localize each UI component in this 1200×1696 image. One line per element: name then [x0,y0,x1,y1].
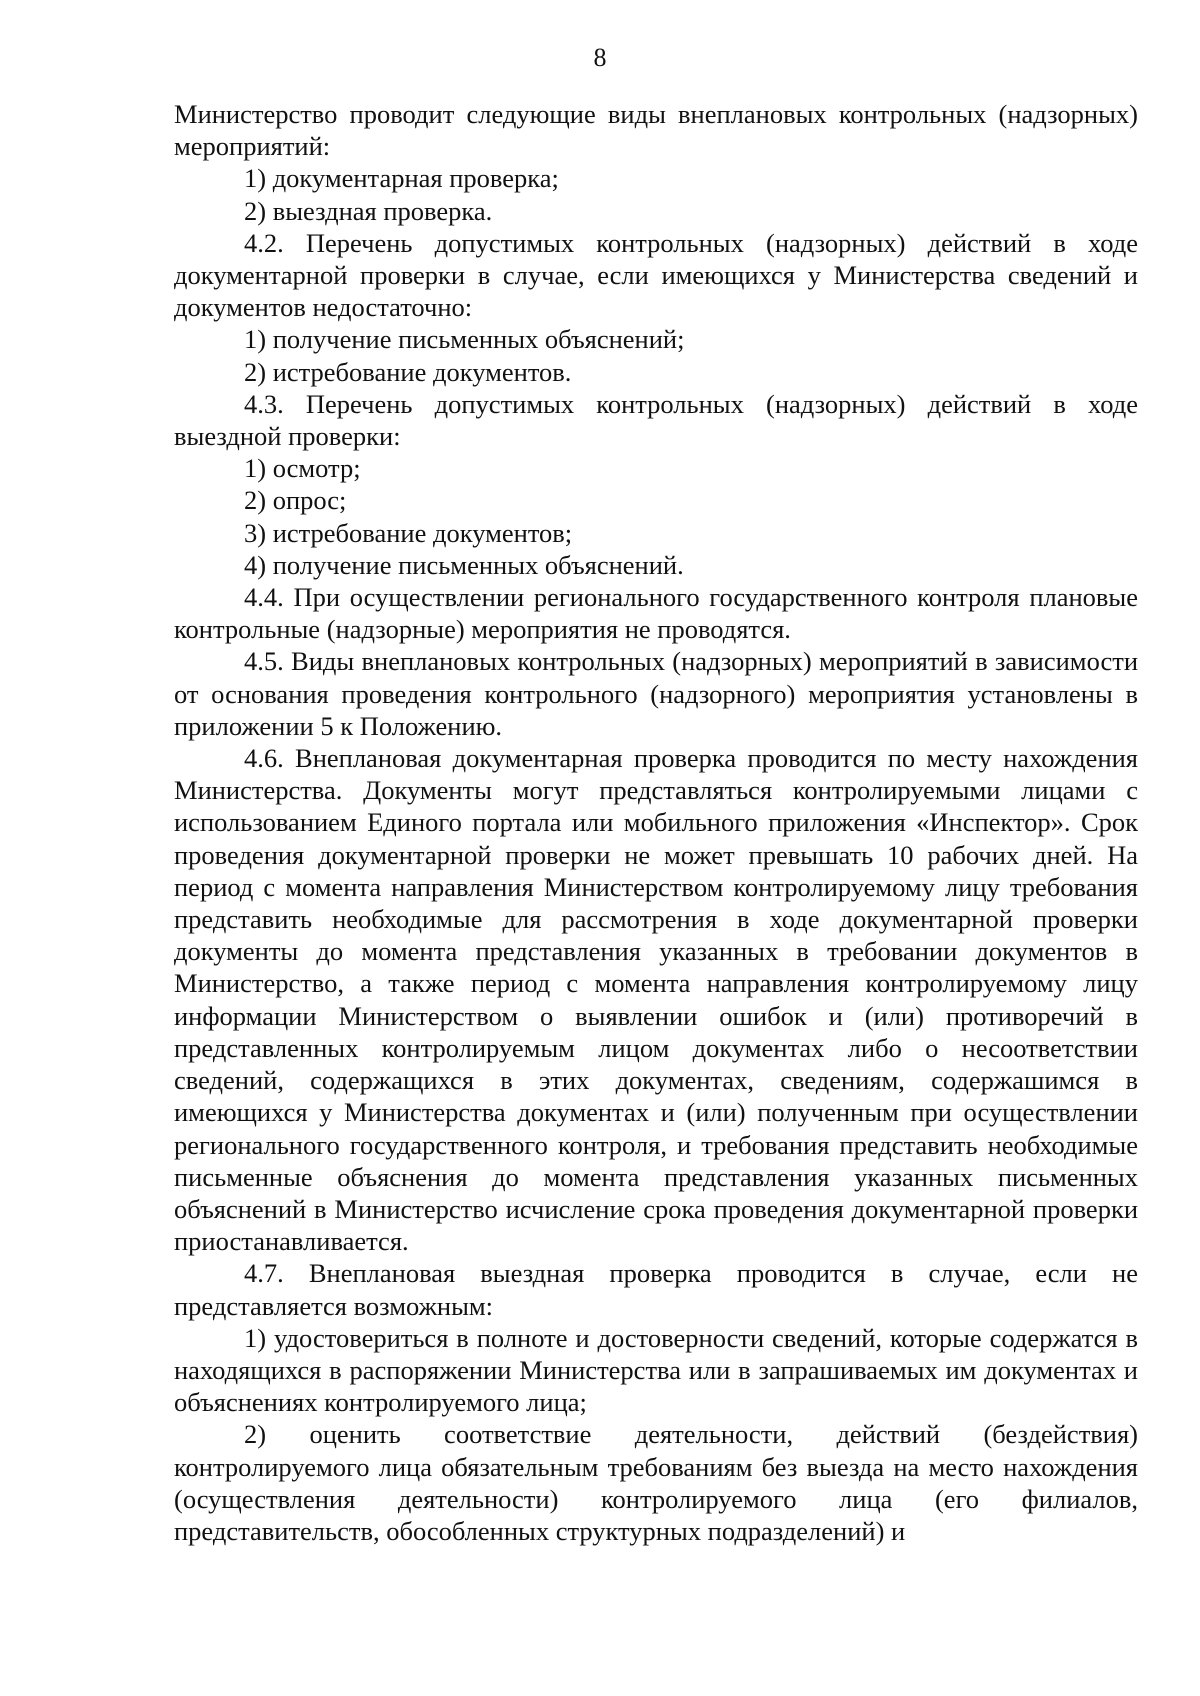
page-number: 8 [593,43,607,72]
paragraph-4-3: 4.3. Перечень допустимых контрольных (надзорных) действий в ходе выездной проверки: [174,388,1138,452]
list-item: 1) осмотр; [244,453,361,484]
list-item: 2) выездная проверка. [244,195,493,226]
paragraph-4-7-item-1: 1) удостовериться в полноте и достоверности сведений, которые содержатся в находящихся в распоряжении Министерства или в запрашиваемых им документах и объяснениях контролируемого лица; [174,1322,1138,1418]
paragraph-4-2: 4.2. Перечень допустимых контрольных (надзорных) действий в ходе документарной проверки в случае, если имеющихся у Министерства сведений и документов недостаточно: [174,227,1138,323]
paragraph-4-7-item-2: 2) оценить соответствие деятельности, действий (бездействия) контролируемого лица обязательным требованиям без выезда на место нахождения (осуществления деятельности) контролируемого лица (его филиалов, представительств, обособленных структурных подразделений) и [174,1419,1138,1546]
list-item: 2) опрос; [244,485,347,516]
list-item: 3) истребование документов; [244,517,573,548]
list-item: 4) получение письменных объяснений. [244,549,684,580]
paragraph-4-6: 4.6. Внеплановая документарная проверка проводится по месту нахождения Министерства. Документы могут представляться контролируемыми лицами с использованием Единого портала или мобильного приложения «Инспектор». Срок проведения документарной проверки не может превышать 10 рабочих дней. На период с момента направления Министерством контролируемому лицу требования представить необходимые для рассмотрения в ходе документарной проверки документы до момента представления указанных в требовании документов в Министерство, а также период с момента направления контролируемому лицу информации Министерством о выявлении ошибок и (или) противоречий в представленных контролируемым лицом документах либо о несоответствии сведений, содержащихся в этих документах, сведениям, содержашимся в имеющихся у Министерства документах и (или) полученным при осуществлении регионального государственного контроля, и требования представить необходимые письменные объяснения до момента представления указанных письменных объяснений в Министерство исчисление срока проведения документарной проверки приостанавливается. [174,743,1138,1257]
list-item: 1) получение письменных объяснений; [244,324,685,355]
document-body [174,98,1138,1547]
list-item: 2) истребование документов. [244,356,572,387]
paragraph-4-5: 4.5. Виды внеплановых контрольных (надзорных) мероприятий в зависимости от основания проведения контрольного (надзорного) мероприятия установлены в приложении 5 к Положению. [174,646,1138,741]
list-item: 1) документарная проверка; [244,163,559,194]
paragraph-4-7: 4.7. Внеплановая выездная проверка проводится в случае, если не представляется возможным: [174,1258,1138,1321]
paragraph-intro: Министерство проводит следующие виды внеплановых контрольных (надзорных) мероприятий: [174,99,1138,162]
paragraph-4-4: 4.4. При осуществлении регионального государственного контроля плановые контрольные (надзорные) мероприятия не проводятся. [174,582,1138,645]
